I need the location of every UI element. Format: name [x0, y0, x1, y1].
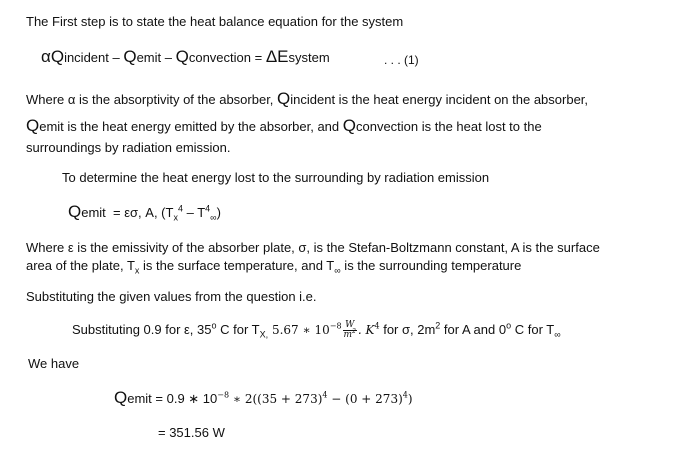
substitution-values [72, 321, 561, 340]
emit-label: emit [127, 391, 152, 406]
para2-text: is the surrounding temperature [340, 258, 522, 273]
computation-text: = 0.9 ∗ 10 [151, 391, 218, 406]
incident-label: incident [64, 50, 109, 65]
equation-number: . . . (1) [384, 53, 419, 67]
q-symbol: Q [26, 116, 40, 135]
power-4: 4 [177, 203, 183, 214]
system-label: system [288, 50, 330, 65]
para1-text: emit is the heat energy emitted by the absorber, and [39, 119, 343, 134]
equals-sign: = [251, 50, 266, 65]
subscript-x: x [173, 212, 178, 223]
alpha-symbol: α [41, 47, 51, 66]
para1-line3: surroundings by radiation emission. [26, 140, 231, 155]
minus-sign: – [108, 50, 124, 65]
para2-text: area of the plate, T [26, 258, 135, 273]
para1-text: Where α is the absorptivity of the absorber, [26, 92, 278, 107]
q-emit-symbol: Q [123, 47, 137, 66]
subscript-infinity: ∞ [334, 265, 341, 276]
q-symbol: Q [277, 89, 291, 108]
exponent: −8 [217, 390, 230, 400]
power-4: 4 [205, 203, 211, 214]
subst-text: for σ, 2m [379, 321, 436, 337]
computation-math: − (0 + 273) [327, 392, 403, 406]
subst-text: C for T [511, 321, 555, 337]
para2-line2 [26, 258, 521, 274]
para2-line1: Where ε is the emissivity of the absorber plate, σ, is the Stefan-Boltzmann constant, A is the surface [26, 240, 600, 255]
emit-expression: = εσ, A, (T [113, 205, 174, 220]
q-symbol: Q [342, 116, 356, 135]
emit-label: emit [136, 50, 162, 65]
determine-line: To determine the heat energy lost to the surrounding by radiation emission [62, 170, 490, 185]
exponent: −8 [329, 321, 342, 331]
q-symbol: Q [114, 388, 128, 407]
intro-line: The First step is to state the heat balance equation for the system [26, 14, 404, 29]
power-4: 4 [322, 390, 328, 400]
degree-mark: o [211, 320, 217, 331]
subst-text: C for T [216, 321, 260, 337]
emit-expression: – T [182, 205, 206, 220]
substituting-line: Substituting the given values from the question i.e. [26, 289, 317, 304]
we-have-label: We have [28, 356, 80, 371]
subscript-x: X, [259, 329, 269, 340]
subscript-infinity: ∞ [210, 212, 217, 223]
subst-math: 5.67 ∗ 10 [268, 322, 330, 337]
q-incident-symbol: Q [50, 47, 65, 66]
closing-paren: ) [216, 205, 221, 220]
closing-paren: ) [407, 392, 413, 406]
emit-label: emit [81, 205, 106, 220]
degree-mark: o [506, 320, 512, 331]
emit-equation [68, 204, 221, 221]
fraction-den-power: 2 [352, 328, 356, 335]
unit-fraction [343, 321, 357, 340]
para1-text: convection is the heat lost to the [355, 119, 542, 134]
result-value: = 351.56 W [158, 425, 225, 440]
computation-math: ∗ 2((35 + 273) [229, 392, 323, 406]
power-4: 4 [374, 321, 380, 331]
para2-text: is the surface temperature, and T [139, 258, 335, 273]
minus-sign: – [161, 50, 176, 65]
q-symbol: Q [68, 202, 82, 221]
fraction-numerator: W [343, 321, 357, 331]
subscript-infinity: ∞ [554, 329, 561, 340]
subscript-x: x [134, 265, 140, 276]
power-4: 4 [402, 390, 408, 400]
fraction-denominator [343, 328, 357, 340]
heat-balance-equation [41, 49, 330, 66]
q-convection-symbol: Q [175, 47, 189, 66]
para1-line2 [26, 118, 542, 135]
convection-label: convection [188, 50, 251, 65]
delta-e-symbol: ΔE [265, 47, 289, 66]
para1-line1 [26, 91, 588, 108]
subst-text: Substituting 0.9 for ε, 35 [72, 321, 212, 337]
subst-math: . K [357, 322, 375, 337]
power-2: 2 [435, 320, 441, 331]
fraction-den-m: m [343, 330, 353, 340]
subst-text: for A and 0 [440, 321, 507, 337]
para1-text: incident is the heat energy incident on the absorber, [290, 92, 589, 107]
computation-equation [114, 390, 413, 407]
